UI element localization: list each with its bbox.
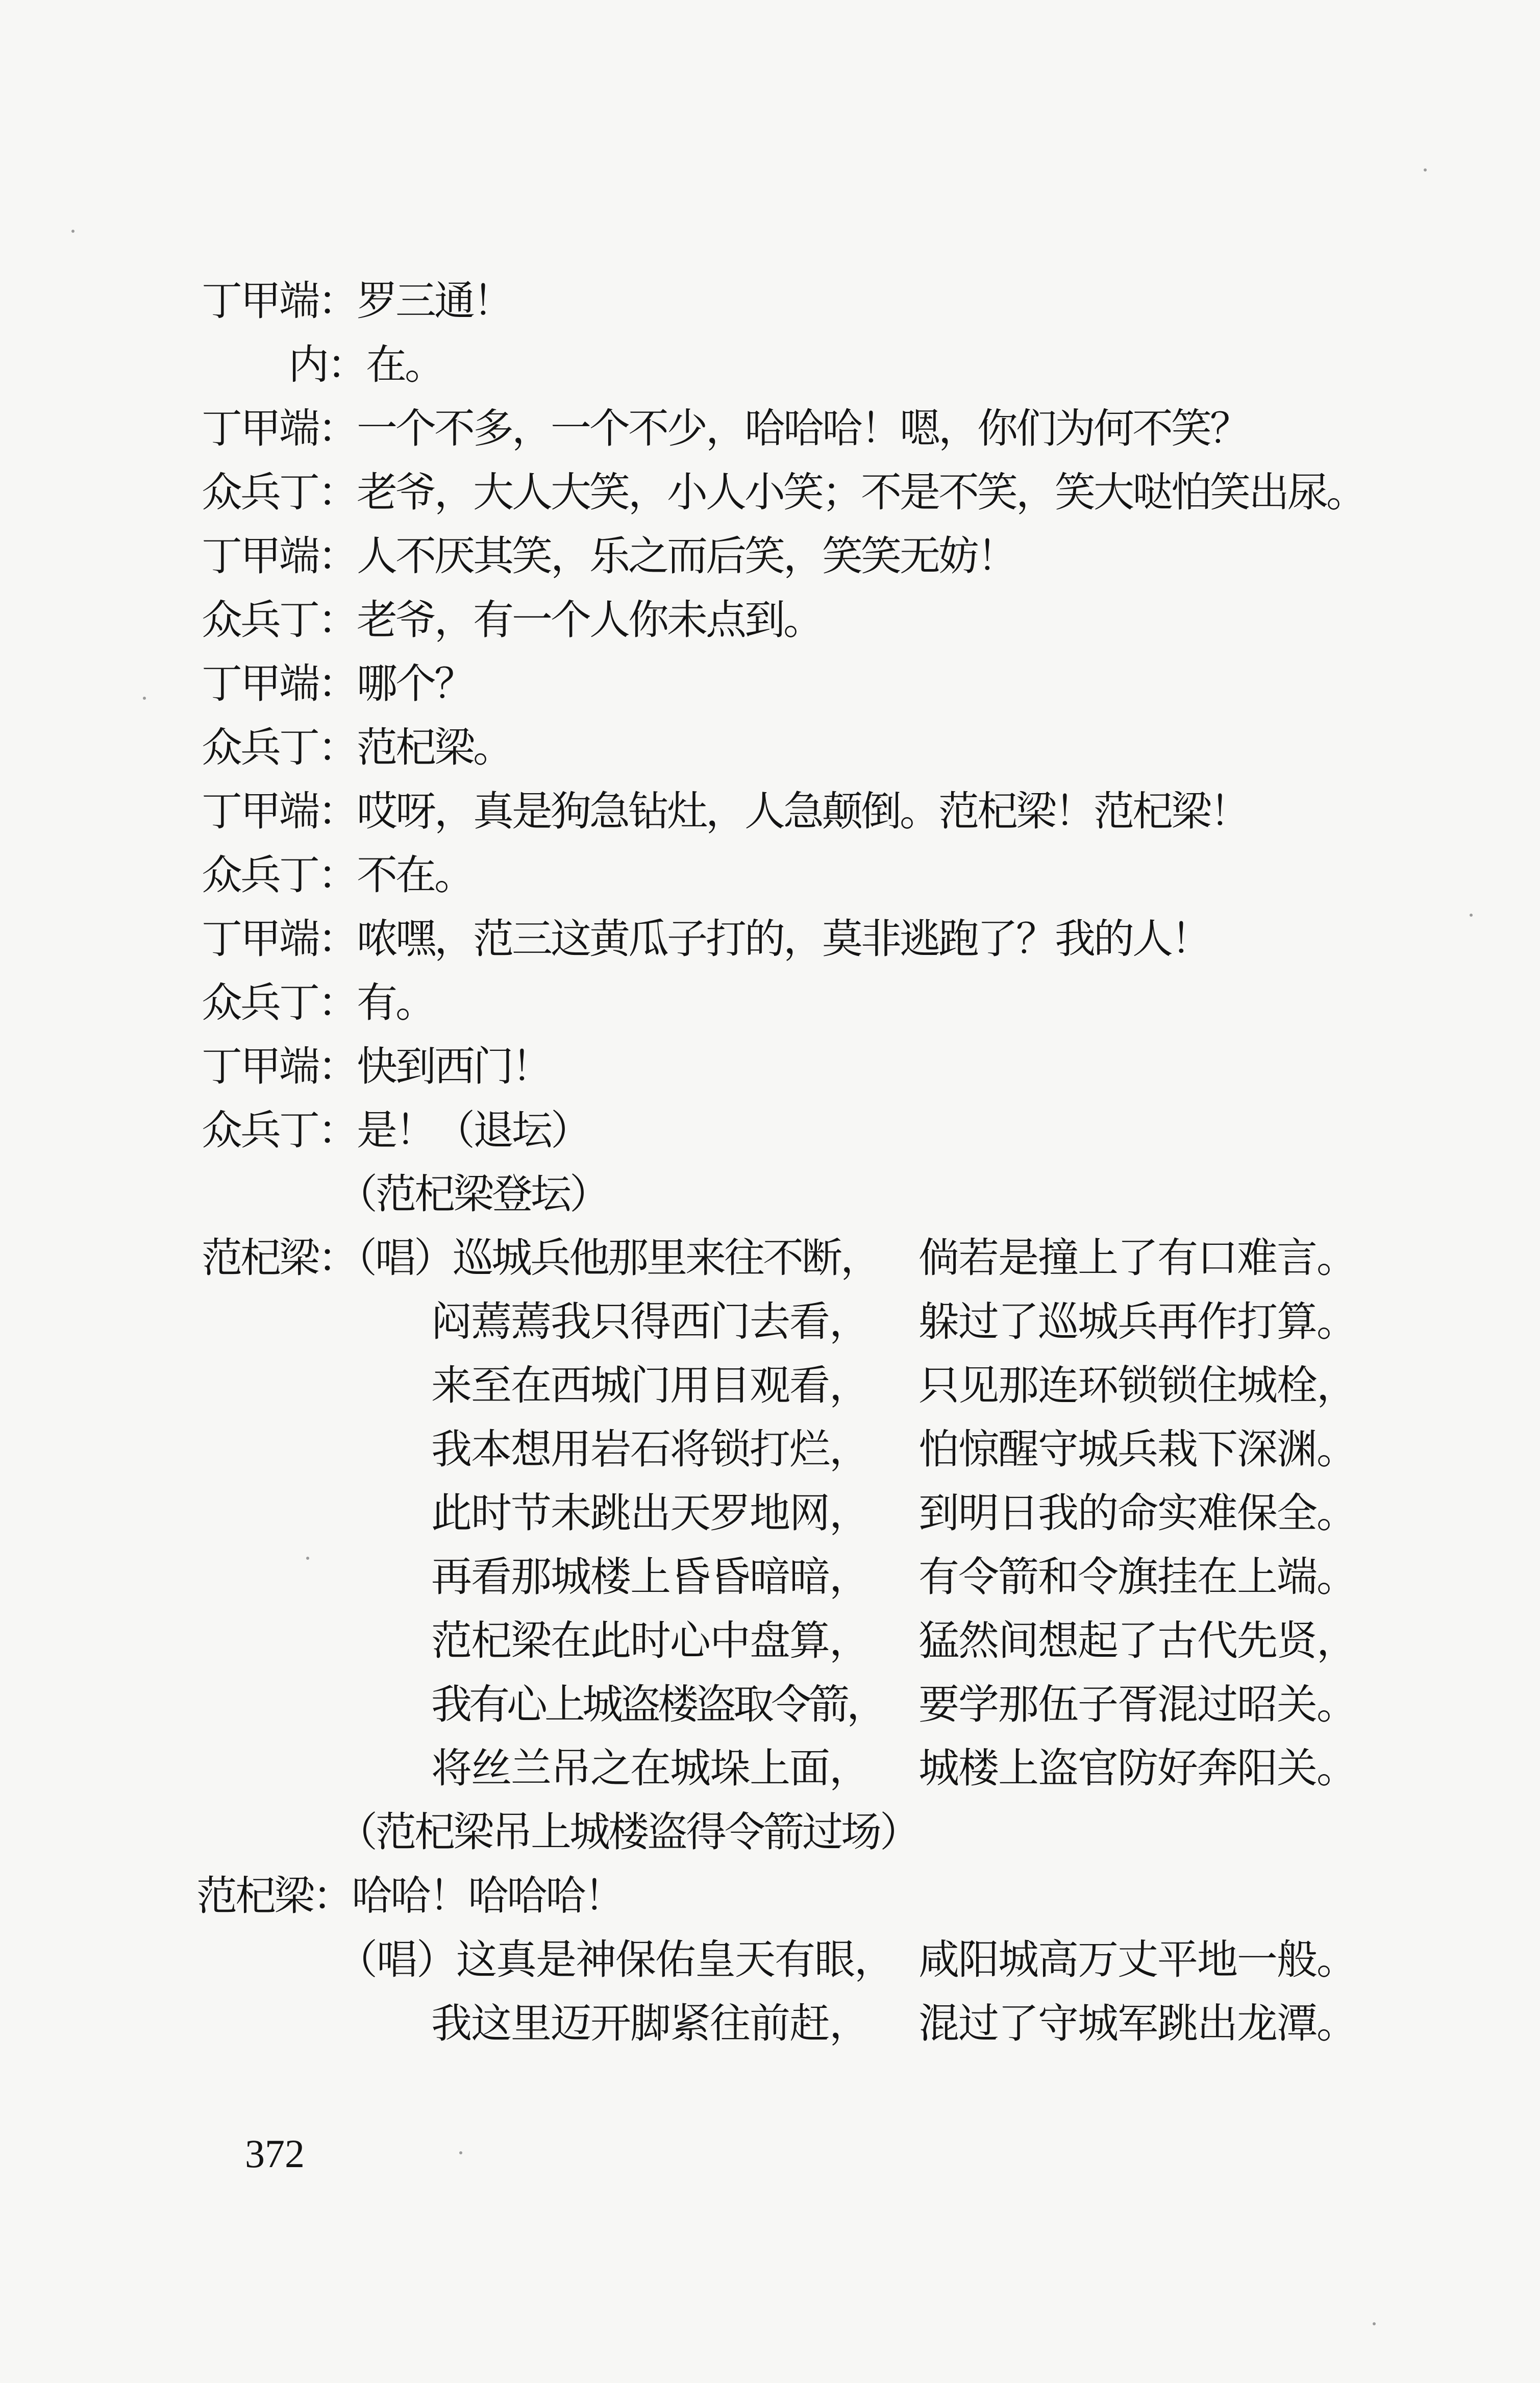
script-line: 范杞梁：哈哈！哈哈哈！ [196, 1872, 623, 1920]
script-line: 众兵丁：是！（退坛） [202, 1107, 589, 1154]
page-number: 372 [245, 2131, 305, 2176]
script-line: 丁甲端：人不厌其笑，乐之而后笑，笑笑无妨！ [202, 532, 1016, 580]
song-verse-right: 到明日我的命实难保全。 [918, 1489, 1356, 1537]
song-verse-right: 要学那伍子胥混过昭关。 [918, 1681, 1356, 1728]
script-line: 众兵丁：有。 [202, 979, 434, 1026]
script-line: 丁甲端：哪个？ [202, 660, 473, 707]
song-verse-left: 此时节未跳出天罗地网， [431, 1489, 869, 1537]
song-verse-left: 闷蔫蔫我只得西门去看， [431, 1298, 869, 1345]
scan-speck [71, 230, 74, 233]
song-verse-right: 倘若是撞上了有口难言。 [918, 1234, 1356, 1282]
song-verse-left: （唱）这真是神保佑皇天有眼， [337, 1936, 894, 1983]
script-line: 众兵丁：老爷，有一个人你未点到。 [202, 596, 822, 644]
script-line: 众兵丁：范杞梁。 [202, 724, 512, 771]
scan-speck [306, 1557, 309, 1560]
stage-direction: （范杞梁登坛） [337, 1170, 608, 1218]
song-verse-right: 混过了守城军跳出龙潭。 [918, 2000, 1356, 2047]
song-verse-left: 来至在西城门用目观看， [431, 1362, 869, 1409]
song-verse-right: 躲过了巡城兵再作打算。 [918, 1298, 1356, 1345]
song-verse-left: 范杞梁在此时心中盘算， [431, 1617, 869, 1664]
scan-speck [1424, 168, 1427, 171]
scan-speck [1470, 914, 1473, 917]
scan-speck [143, 697, 146, 700]
script-line: 众兵丁：不在。 [202, 851, 473, 899]
song-verse-right: 有令箭和令旗挂在上端。 [918, 1553, 1356, 1601]
song-verse-right: 只见那连环锁锁住城栓， [918, 1362, 1356, 1409]
scan-speck [1373, 2322, 1376, 2325]
script-line: 丁甲端：快到西门！ [202, 1043, 551, 1090]
script-line: 众兵丁：老爷，大人大笑，小人小笑；不是不笑，笑大哒怕笑出尿。 [202, 469, 1365, 516]
song-verse-right: 猛然间想起了古代先贤， [918, 1617, 1356, 1664]
stage-direction: （范杞梁吊上城楼盗得令箭过场） [337, 1808, 918, 1856]
song-verse-right: 城楼上盗官防好奔阳关。 [918, 1745, 1356, 1792]
song-verse-left: 将丝兰吊之在城垛上面， [431, 1745, 869, 1792]
script-line: 内：在。 [288, 341, 443, 388]
script-line: 丁甲端：哝嘿，范三这黄瓜子打的，莫非逃跑了？我的人！ [202, 915, 1210, 963]
scan-speck [459, 2151, 462, 2154]
song-verse-left: 我这里迈开脚紧往前赶， [431, 2000, 869, 2047]
script-line: 丁甲端：哎呀，真是狗急钻灶，人急颠倒。范杞梁！范杞梁！ [202, 788, 1249, 835]
song-verse-left: 我有心上城盗楼盗取令箭， [431, 1681, 884, 1728]
song-verse-left: 再看那城楼上昏昏暗暗， [431, 1553, 869, 1601]
song-verse-right: 咸阳城高万丈平地一般。 [918, 1936, 1356, 1983]
script-line: 丁甲端：罗三通！ [202, 277, 512, 325]
song-verse-left: 范杞梁：（唱）巡城兵他那里来往不断， [202, 1234, 879, 1282]
script-line: 丁甲端：一个不多，一个不少，哈哈哈！嗯，你们为何不笑？ [202, 405, 1249, 452]
song-verse-right: 怕惊醒守城兵栽下深渊。 [918, 1426, 1356, 1473]
song-verse-left: 我本想用岩石将锁打烂， [431, 1426, 869, 1473]
